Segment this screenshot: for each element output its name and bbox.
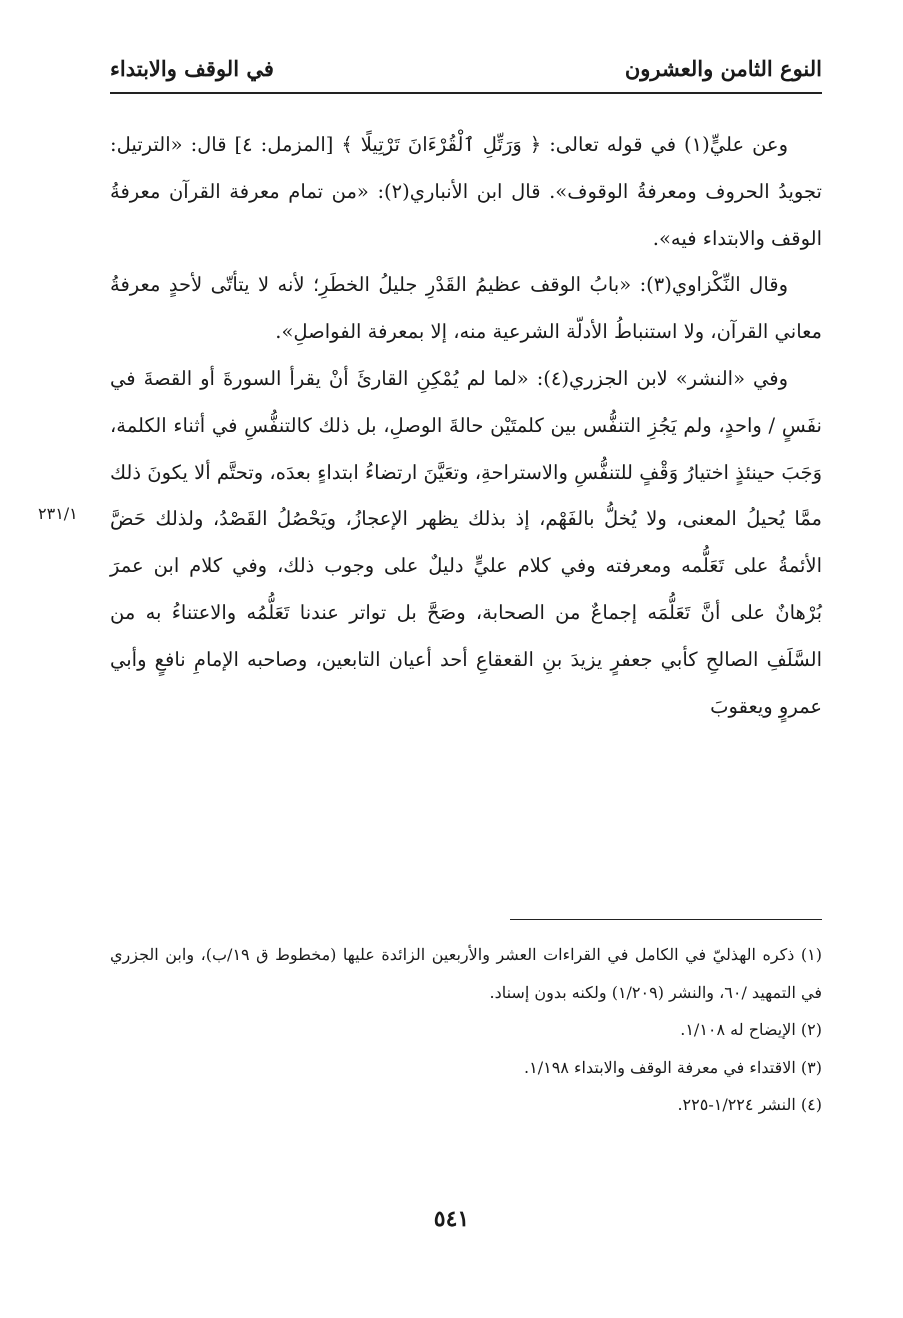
footnote-2: (٢) الإيضاح له ١/١٠٨. [680, 1020, 822, 1039]
footnote-4: (٤) النشر ١/٢٢٤-٢٢٥. [677, 1095, 822, 1114]
chapter-title: النوع الثامن والعشرون [624, 56, 822, 81]
footnote-1: (١) ذكره الهذليّ في الكامل في القراءات العشر والأربعين الزائدة عليها (مخطوط ق ١٩/ب)، وابن الجزري في التمهيد /٦٠، والنشر (١/٢٠٩) ولكنه بدون إسناد. [110, 945, 823, 1002]
header-rule [110, 92, 822, 94]
section-title: في الوقف والابتداء [110, 56, 274, 81]
paragraph-2: وقال النِّكْزاوي(٣): «بابُ الوقف عظيمُ القَدْرِ جليلُ الخطَرِ؛ لأنه لا يتأتّى لأحدٍ معرفةُ معاني القرآن، ولا استنباطُ الأدلّة الشرعية منه، إلا بمعرفة الفواصلِ». [110, 273, 822, 344]
paragraph-3: وفي «النشر» لابن الجزري(٤): «لما لم يُمْكِنِ القارئَ أنْ يقرأ السورةَ أو القصةَ في نفَسٍ / واحدٍ، ولم يَجُزِ التنفُّس بين كلمتَيْن حالةَ الوصلِ، بل ذلك كالتنفُّسِ في أثناء الكلمة، وَجَبَ حينئذٍ اختيارُ وَقْفٍ للتنفُّسِ والاستراحةِ، وتعَيَّنَ ارتضاءُ ابتداءٍ بعدَه، وتحتَّم ألا يكونَ ذلك ممَّا يُحيلُ المعنى، ولا يُخلُّ بالفَهْم، إذ بذلك يظهر الإعجازُ، ويَحْصُلُ القَصْدُ، ولذلك حَضَّ الأئمةُ على تَعَلُّمه ومعرفته وفي كلام عليٍّ دليلٌ على وجوب ذلك، وفي كلام ابن عمرَ بُرْهانٌ على أنَّ تَعَلُّمَه إجماعٌ من الصحابة، وصَحَّ بل تواتر عندنا تَعَلُّمُه والاعتناءُ به من السَّلَفِ الصالحِ كأبي جعفرٍ يزيدَ بنِ القعقاعِ أحد أعيان التابعين، وصاحبه الإمامِ نافعٍ وأبي عمروٍ ويعقوبَ [110, 366, 822, 718]
footnotes [110, 936, 822, 1124]
footnote-3: (٣) الاقتداء في معرفة الوقف والابتداء ١/١٩٨. [524, 1057, 822, 1077]
running-header [110, 50, 822, 92]
paragraph-1: وعن عليٍّ(١) في قوله تعالى: ﴿ وَرَتِّلِ ٱلْقُرْءَانَ تَرْتِيلًا ﴾ [المزمل: ٤] قال: «الترتيل: تجويدُ الحروف ومعرفةُ الوقوف». قال ابن الأنباري(٢): «من تمام معرفة القرآن معرفةُ الوقف والابتداء فيه». [110, 133, 822, 250]
main-text [110, 122, 822, 730]
page-number: ٥٤١ [433, 1206, 470, 1232]
footnote-rule [510, 919, 822, 920]
manuscript-folio-note: ٢٣١/١ [38, 504, 78, 523]
